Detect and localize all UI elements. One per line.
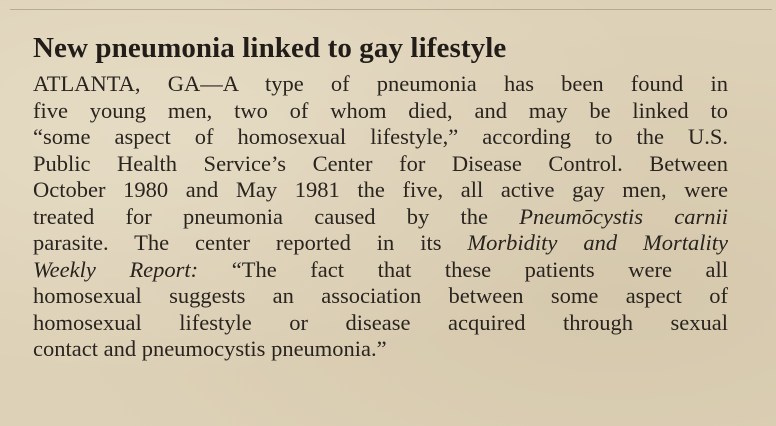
publication-name-part-1: Morbidity and Mortality xyxy=(467,230,728,255)
body-line-8-text: “The fact that these patients were all xyxy=(198,256,729,282)
body-line-5: October 1980 and May 1981 the five, all active gay men, were xyxy=(33,177,728,202)
body-line-4: Public Health Service’s Center for Disease Control. Between xyxy=(33,150,728,176)
news-article xyxy=(33,27,743,363)
body-line-7-text: parasite. The center reported in its xyxy=(33,230,468,255)
organism-name: Pneumōcystis carnii xyxy=(519,203,729,229)
body-line-9: homosexual suggests an association between some aspect of xyxy=(33,283,728,308)
body-line-8 xyxy=(33,257,728,284)
top-rule xyxy=(10,9,772,10)
body-line-7 xyxy=(33,230,728,257)
body-line-6-text: treated for pneumonia caused by the xyxy=(33,203,520,229)
body-line-6 xyxy=(33,204,728,231)
article-body xyxy=(33,71,743,363)
body-line-1: ATLANTA, GA—A type of pneumonia has been found in xyxy=(33,71,728,96)
publication-name-part-2: Weekly Report: xyxy=(33,256,199,282)
body-line-3: “some aspect of homosexual lifestyle,” according to the U.S. xyxy=(33,124,728,149)
body-line-11: contact and pneumocystis pneumonia.” xyxy=(33,336,387,361)
article-headline: New pneumonia linked to gay lifestyle xyxy=(33,32,507,64)
body-line-10: homosexual lifestyle or disease acquired through sexual xyxy=(33,309,728,335)
body-line-2: five young men, two of whom died, and may be linked to xyxy=(33,97,728,123)
